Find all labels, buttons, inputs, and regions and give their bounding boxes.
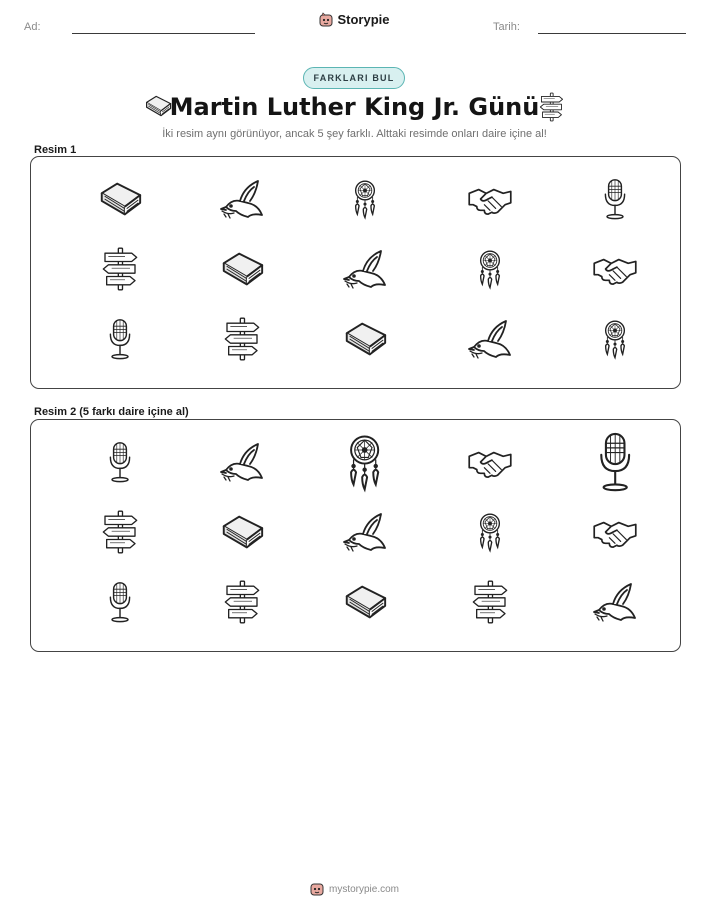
dreamcatcher-icon[interactable] <box>340 429 389 496</box>
book-icon <box>218 249 266 289</box>
footer-url: mystorypie.com <box>328 883 399 895</box>
dove-icon <box>466 317 514 361</box>
dove-icon <box>341 247 389 291</box>
picture1-label: Resim 1 <box>34 144 77 156</box>
mascot-icon <box>310 882 324 896</box>
handshake-icon[interactable] <box>591 515 639 549</box>
signpost-icon[interactable] <box>222 577 262 627</box>
dove-icon[interactable] <box>218 440 266 484</box>
dove-icon <box>218 177 266 221</box>
handshake-icon <box>591 252 639 286</box>
microphone-icon[interactable] <box>592 427 638 497</box>
handshake-icon <box>466 182 514 216</box>
picture2-label: Resim 2 (5 farkı daire içine al) <box>34 406 189 418</box>
book-icon <box>341 319 389 359</box>
signpost-icon <box>100 244 140 294</box>
dreamcatcher-icon <box>598 316 632 362</box>
book-icon[interactable] <box>218 512 266 552</box>
dove-icon[interactable] <box>341 510 389 554</box>
signpost-icon[interactable] <box>470 577 510 627</box>
page-title: Martin Luther King Jr. Günü <box>169 93 540 121</box>
mascot-icon <box>319 13 333 27</box>
picture1-panel <box>30 156 681 389</box>
signpost-icon <box>222 314 262 364</box>
book-icon[interactable] <box>341 582 389 622</box>
microphone-icon <box>104 315 136 363</box>
microphone-icon[interactable] <box>104 578 136 626</box>
instructions: İki resim aynı görünüyor, ancak 5 şey farklı. Alttaki resimde onları daire içine al! <box>162 128 547 140</box>
signpost-icon <box>538 92 566 122</box>
dove-icon[interactable] <box>591 580 639 624</box>
date-label: Tarih: <box>493 21 520 33</box>
signpost-icon[interactable] <box>100 507 140 557</box>
date-line[interactable] <box>538 33 686 34</box>
picture2-panel[interactable] <box>30 419 681 652</box>
footer <box>0 882 709 899</box>
activity-badge: FARKLARI BUL <box>303 67 405 89</box>
dreamcatcher-icon <box>473 246 507 292</box>
name-label: Ad: <box>24 21 41 33</box>
dreamcatcher-icon[interactable] <box>473 509 507 555</box>
brand-logo <box>0 12 709 30</box>
brand-name: Storypie <box>337 12 390 27</box>
handshake-icon[interactable] <box>466 445 514 479</box>
book-icon <box>96 179 144 219</box>
microphone-icon[interactable] <box>104 438 136 486</box>
dreamcatcher-icon <box>348 176 382 222</box>
microphone-icon <box>599 175 631 223</box>
name-line[interactable] <box>72 33 255 34</box>
